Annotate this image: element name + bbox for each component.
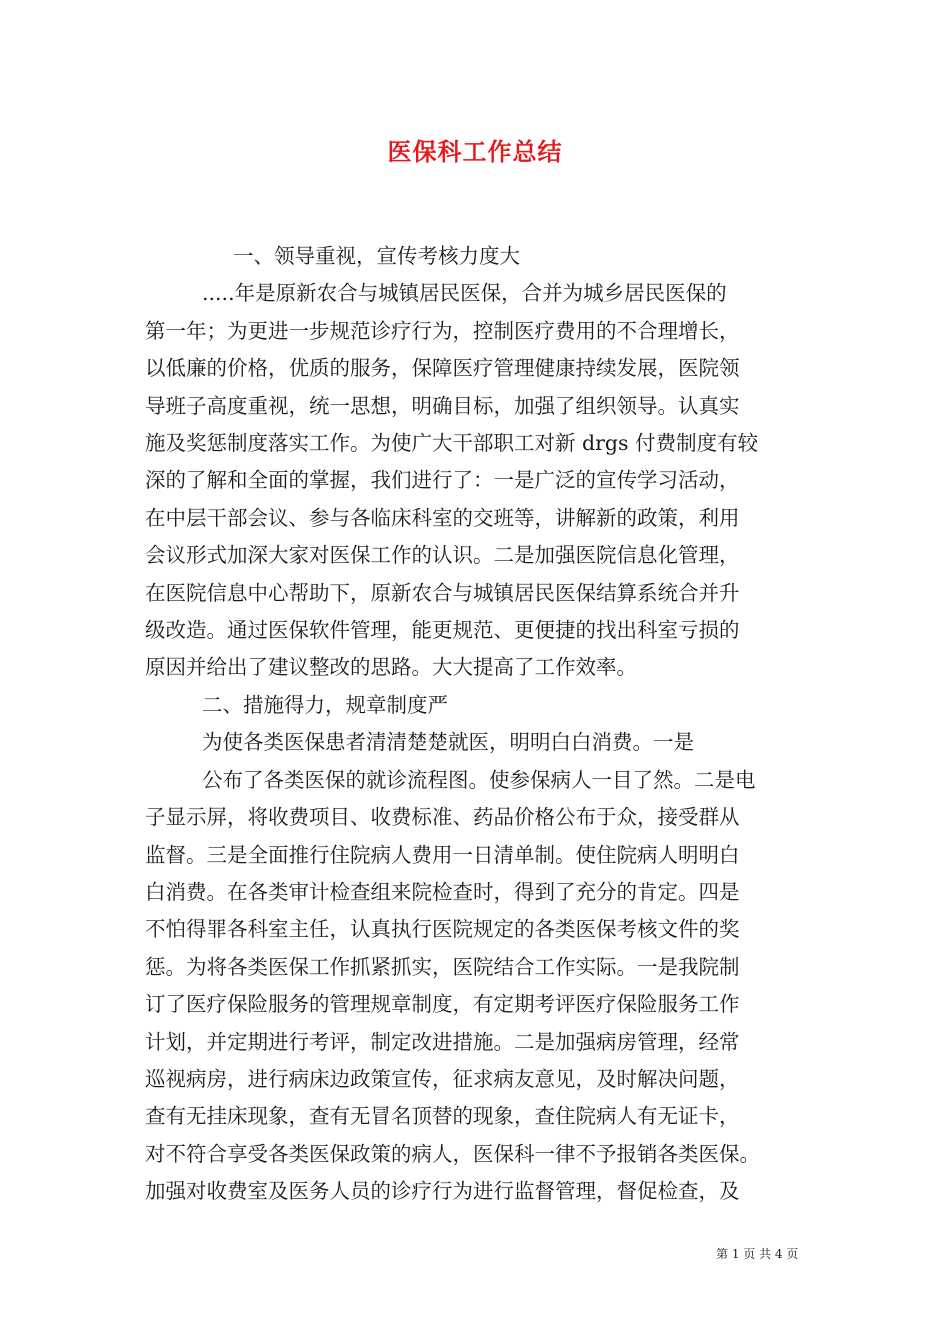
paragraph-line: 订了医疗保险服务的管理规章制度，有定期考评医疗保险服务工作 <box>145 992 740 1017</box>
paragraph-line: 为使各类医保患者清清楚楚就医，明明白白消费。一是 <box>202 730 694 755</box>
paragraph-line: 监督。三是全面推行住院病人费用一日清单制。使住院病人明明白 <box>145 842 740 867</box>
paragraph-line: 深的了解和全面的掌握，我们进行了：一是广泛的宣传学习活动， <box>145 468 740 493</box>
paragraph-line: 施及奖惩制度落实工作。为使广大干部职工对新 drgs 付费制度有较 <box>145 431 759 456</box>
document-title: 医保科工作总结 <box>387 137 563 166</box>
paragraph-line: 会议形式加深大家对医保工作的认识。二是加强医院信息化管理， <box>145 543 740 568</box>
paragraph-line: 子显示屏，将收费项目、收费标准、药品价格公布于众，接受群从 <box>145 805 740 830</box>
section-heading-1: 一、领导重视，宣传考核力度大 <box>233 244 520 268</box>
paragraph-line: 第一年；为更进一步规范诊疗行为，控制医疗费用的不合理增长， <box>145 318 740 343</box>
paragraph-line: 对不符合享受各类医保政策的病人，医保科一律不予报销各类医保。 <box>145 1141 760 1166</box>
paragraph-line: 在中层干部会议、参与各临床科室的交班等，讲解新的政策，利用 <box>145 505 740 530</box>
paragraph-line: 巡视病房，进行病床边政策宣传，征求病友意见，及时解决问题， <box>145 1066 740 1091</box>
paragraph-line: 不怕得罪各科室主任，认真执行医院规定的各类医保考核文件的奖 <box>145 917 740 942</box>
paragraph-line: .....年是原新农合与城镇居民医保，合并为城乡居民医保的 <box>202 281 727 306</box>
paragraph-line: 白消费。在各类审计检查组来院检查时，得到了充分的肯定。四是 <box>145 879 740 904</box>
paragraph-line: 计划，并定期进行考评，制定改进措施。二是加强病房管理，经常 <box>145 1029 740 1054</box>
paragraph-line: 级改造。通过医保软件管理，能更规范、更便捷的找出科室亏损的 <box>145 618 740 643</box>
paragraph-line: 惩。为将各类医保工作抓紧抓实，医院结合工作实际。一是我院制 <box>145 954 740 979</box>
document-body <box>145 238 815 1211</box>
paragraph-line: 加强对收费室及医务人员的诊疗行为进行监督管理，督促检查，及 <box>145 1179 740 1204</box>
paragraph-line: 查有无挂床现象，查有无冒名顶替的现象，查住院病人有无证卡， <box>145 1104 740 1129</box>
paragraph-line: 在医院信息中心帮助下，原新农合与城镇居民医保结算系统合并升 <box>145 580 740 605</box>
paragraph-line: 公布了各类医保的就诊流程图。使参保病人一目了然。二是电 <box>202 767 756 792</box>
paragraph-line: 原因并给出了建议整改的思路。大大提高了工作效率。 <box>145 655 637 680</box>
paragraph-line: 以低廉的价格，优质的服务，保障医疗管理健康持续发展，医院领 <box>145 356 740 381</box>
page-number: 第 1 页 共 4 页 <box>716 1247 799 1261</box>
paragraph-line: 导班子高度重视，统一思想，明确目标，加强了组织领导。认真实 <box>145 393 740 418</box>
section-heading-2: 二、措施得力，规章制度严 <box>202 692 448 717</box>
